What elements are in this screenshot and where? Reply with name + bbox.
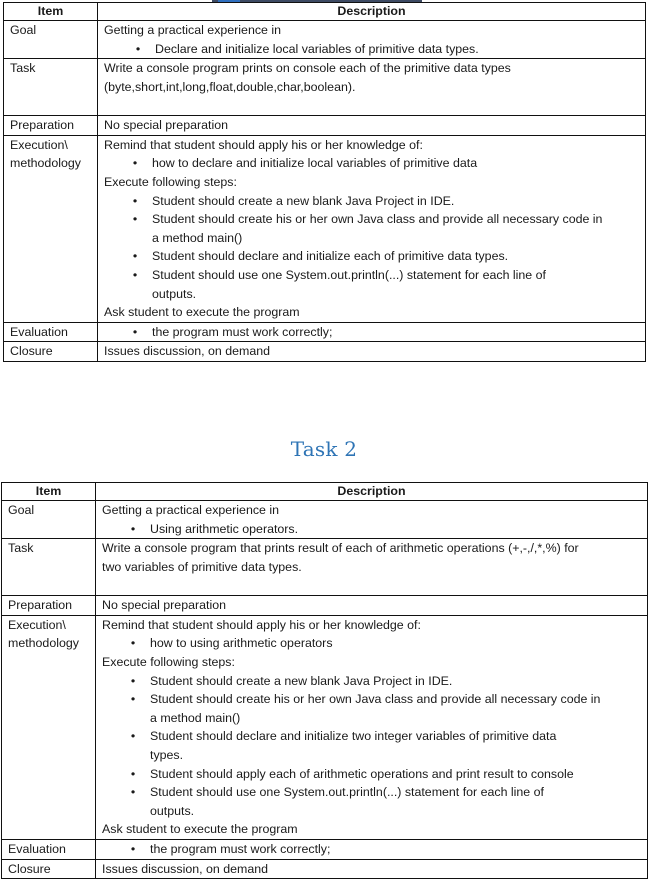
step-item: • Student should declare and initialize each of primitive data types. — [104, 247, 645, 266]
bullet-dot: • — [132, 156, 138, 171]
header-item: Item — [4, 3, 98, 21]
step-item: • Student should create his or her own Java class and provide all necessary code in a method main() — [104, 210, 645, 247]
item-preparation: Preparation — [2, 596, 96, 616]
step-item: • Student should create a new blank Java Project in IDE. — [104, 192, 645, 211]
item-execution: Execution\ methodology — [4, 135, 98, 322]
item-evaluation: Evaluation — [4, 322, 98, 342]
goal-bullet: • Declare and initialize local variables of primitive data types. — [104, 40, 645, 59]
row-preparation — [2, 596, 648, 616]
item-closure: Closure — [2, 859, 96, 879]
step-item: • Student should declare and initialize two integer variables of primitive data types. — [102, 727, 647, 764]
table-header-row — [4, 3, 646, 21]
evaluation-description — [98, 322, 646, 342]
goal-description — [98, 21, 646, 59]
task-line: Write a console program that prints result of each of arithmetic operations (+,-,/,*,%) for — [102, 541, 579, 556]
task-2-heading: Task 2 — [290, 437, 358, 461]
goal-text: Getting a practical experience in — [102, 503, 280, 517]
evaluation-description — [96, 839, 648, 859]
remind-bullet: • how to declare and initialize local variables of primitive data — [104, 154, 645, 173]
bullet-dot: • — [130, 636, 136, 651]
task-description — [98, 59, 646, 116]
bullet-dot: • — [132, 324, 138, 339]
goal-description — [96, 501, 648, 539]
step-item: • Student should use one System.out.println(...) statement for each line of outputs. — [102, 783, 647, 820]
step-item: • Student should create his or her own Java class and provide all necessary code in a method main() — [102, 690, 647, 727]
remind-bullet: • how to using arithmetic operators — [102, 634, 647, 653]
execution-description — [98, 135, 646, 322]
bullet-dot: • — [130, 766, 136, 781]
bullet-dot: • — [132, 267, 138, 282]
execute-text: Execute following steps: — [102, 654, 235, 669]
bullet-dot: • — [130, 841, 136, 856]
row-task — [2, 539, 648, 596]
task-line: (byte,short,int,long,float,double,char,boolean). — [104, 79, 356, 94]
evaluation-bullet: • the program must work correctly; — [102, 840, 647, 859]
row-evaluation — [2, 839, 648, 859]
goal-text: Getting a practical experience in — [104, 23, 282, 37]
remind-text: Remind that student should apply his or her knowledge of: — [104, 137, 423, 152]
task-line: two variables of primitive data types. — [102, 559, 302, 574]
step-item: • Student should use one System.out.println(...) statement for each line of outputs. — [104, 266, 645, 303]
row-closure — [2, 859, 648, 879]
header-description: Description — [98, 3, 646, 21]
row-goal — [4, 21, 646, 59]
bullet-dot: • — [130, 729, 136, 744]
item-preparation: Preparation — [4, 116, 98, 136]
lab-plan-table-1 — [3, 2, 646, 362]
bullet-dot: • — [130, 673, 136, 688]
lab-plan-table-2 — [1, 482, 648, 879]
bullet-dot: • — [130, 521, 136, 536]
table-header-row — [2, 483, 648, 501]
bullet-dot: • — [130, 692, 136, 707]
bullet-dot: • — [135, 41, 141, 56]
step-item: • Student should apply each of arithmetic operations and print result to console — [102, 765, 647, 784]
row-execution — [2, 615, 648, 839]
header-item: Item — [2, 483, 96, 501]
preparation-text: No special preparation — [96, 596, 648, 616]
row-task — [4, 59, 646, 116]
item-execution: Execution\ methodology — [2, 615, 96, 839]
evaluation-bullet: • the program must work correctly; — [104, 323, 645, 342]
bullet-dot: • — [132, 212, 138, 227]
header-description: Description — [96, 483, 648, 501]
goal-bullet: • Using arithmetic operators. — [102, 520, 647, 539]
row-goal — [2, 501, 648, 539]
item-goal: Goal — [2, 501, 96, 539]
closure-text: Issues discussion, on demand — [98, 342, 646, 362]
remind-text: Remind that student should apply his or her knowledge of: — [102, 617, 421, 632]
task-description — [96, 539, 648, 596]
row-evaluation — [4, 322, 646, 342]
ask-text: Ask student to execute the program — [104, 305, 300, 320]
row-execution — [4, 135, 646, 322]
bullet-dot: • — [130, 785, 136, 800]
item-task: Task — [2, 539, 96, 596]
step-item: • Student should create a new blank Java Project in IDE. — [102, 672, 647, 691]
bullet-dot: • — [132, 249, 138, 264]
bullet-dot: • — [132, 193, 138, 208]
item-closure: Closure — [4, 342, 98, 362]
row-closure — [4, 342, 646, 362]
item-goal: Goal — [4, 21, 98, 59]
closure-text: Issues discussion, on demand — [96, 859, 648, 879]
ask-text: Ask student to execute the program — [102, 822, 298, 837]
row-preparation — [4, 116, 646, 136]
task-line: Write a console program prints on console each of the primitive data types — [104, 61, 511, 76]
preparation-text: No special preparation — [98, 116, 646, 136]
item-evaluation: Evaluation — [2, 839, 96, 859]
execution-description — [96, 615, 648, 839]
execute-text: Execute following steps: — [104, 174, 237, 189]
item-task: Task — [4, 59, 98, 116]
